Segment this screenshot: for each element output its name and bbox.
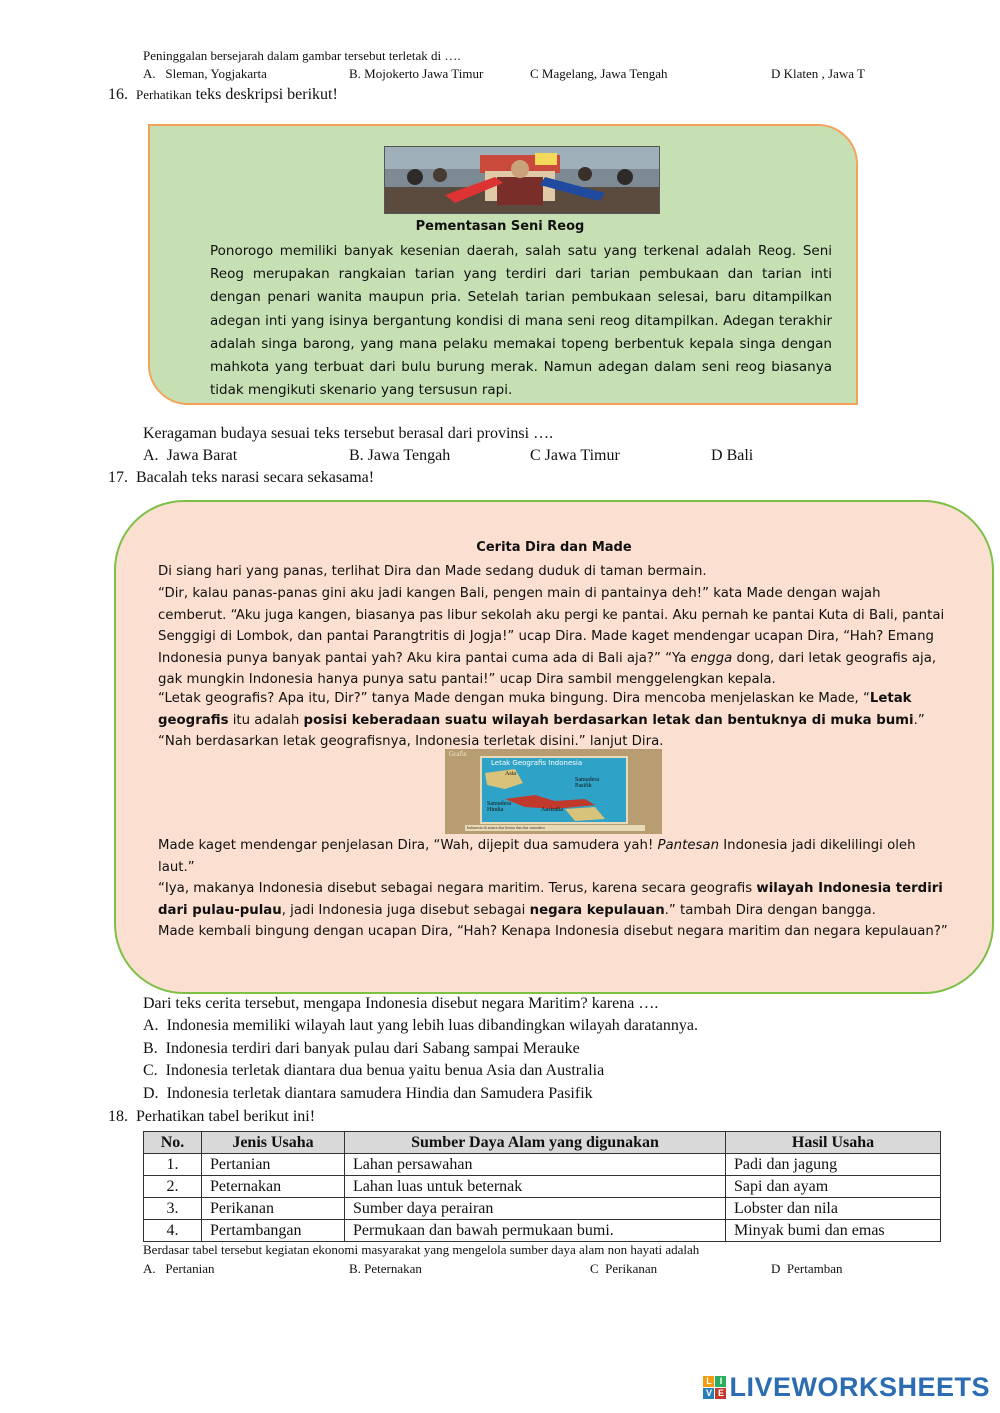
reog-box-title: Pementasan Seni Reog <box>415 219 585 234</box>
table-row <box>144 1220 941 1242</box>
q16-number: 16. <box>108 86 128 103</box>
q15-option-c[interactable]: C Magelang, Jawa Tengah <box>530 66 668 81</box>
story-paragraph-1: Di siang hari yang panas, terlihat Dira dan Made sedang duduk di taman bermain. <box>158 564 707 579</box>
q17-option-b[interactable]: B. Indonesia terdiri dari banyak pulau dari Sabang sampai Merauke <box>143 1040 580 1057</box>
indonesia-geography-map <box>445 749 662 834</box>
table-cell: 2. <box>144 1176 202 1198</box>
q16-intro: teks deskripsi berikut! <box>195 86 338 103</box>
table-header-row <box>144 1132 941 1154</box>
q18-option-c[interactable]: C Perikanan <box>590 1261 658 1276</box>
economic-activity-table <box>143 1131 941 1242</box>
table-row <box>144 1198 941 1220</box>
table-row <box>144 1154 941 1176</box>
table-cell: Minyak bumi dan emas <box>726 1220 941 1242</box>
q17-option-a[interactable]: A. Indonesia memiliki wilayah laut yang lebih luas dibandingkan wilayah daratannya. <box>143 1017 698 1034</box>
map-caption: Indonesia di antara dua benua dan dua samudera <box>467 825 545 830</box>
q18-heading <box>108 1108 315 1126</box>
map-label-asia: Asia <box>505 771 516 777</box>
story-box-title: Cerita Dira dan Made <box>476 540 632 555</box>
q17-option-c[interactable]: C. Indonesia terletak diantara dua benua yaitu benua Asia dan Australia <box>143 1062 605 1079</box>
liveworksheets-wordmark: LIVEWORKSHEETS <box>729 1372 990 1402</box>
map-label-hindia: Samudera Hindia <box>487 801 511 813</box>
column-header: Jenis Usaha <box>202 1132 345 1154</box>
q16-option-a[interactable]: A. Jawa Barat <box>143 447 238 464</box>
q18-option-b[interactable]: B. Peternakan <box>349 1261 422 1276</box>
story-paragraph-2: “Dir, kalau panas-panas gini aku jadi kangen Bali, pengen main di pantainya deh!” kata Made dengan wajah cemberut. “Aku juga kangen, biasanya pas libur sekolah aku pergi ke pantai. Aku pernah ke pantai Kuta di Bali, pantai Senggigi di Lombok, dan pantai Parangtritis di Jogja!” ucap Dira. Made kaget mendengar ucapan Dira, “Hah? Emang Indonesia punya banyak pantai yah? Aku kira pantai cuma ada di Bali aja?” “Ya engga dong, dari letak geografis aja, gak mungkin Indonesia hanya punya satu pantai!” ucap Dira sambil menggelengkan kepala. <box>158 586 945 688</box>
liveworksheets-badge-icon: L I V E <box>703 1376 726 1399</box>
q17-intro: Bacalah teks narasi secara sekasama! <box>136 469 375 486</box>
column-header: Hasil Usaha <box>726 1132 941 1154</box>
map-label-pasifik: Samudera Pasifik <box>575 777 599 789</box>
q18-number: 18. <box>108 1108 128 1125</box>
table-cell: Pertanian <box>202 1154 345 1176</box>
column-header: Sumber Daya Alam yang digunakan <box>345 1132 726 1154</box>
table-cell: 1. <box>144 1154 202 1176</box>
q15-prompt: Peninggalan bersejarah dalam gambar tersebut terletak di …. <box>143 48 461 63</box>
table-cell: Pertambangan <box>202 1220 345 1242</box>
column-header: No. <box>144 1132 202 1154</box>
q16-option-b[interactable]: B. Jawa Tengah <box>349 447 451 464</box>
table-cell: 4. <box>144 1220 202 1242</box>
q17-option-d[interactable]: D. Indonesia terletak diantara samudera Hindia dan Samudera Pasifik <box>143 1085 593 1102</box>
q18-option-d[interactable]: D Pertamban <box>771 1261 843 1276</box>
table-row <box>144 1176 941 1198</box>
q16-option-c[interactable]: C Jawa Timur <box>530 447 620 464</box>
table-cell: Sumber daya perairan <box>345 1198 726 1220</box>
story-paragraph-3: “Letak geografis? Apa itu, Dir?” tanya Made dengan muka bingung. Dira mencoba menjelaskan ke Made, “Letak geografis itu adalah posisi keberadaan suatu wilayah berdasarkan letak dan bentuknya di muka bumi.” “Nah berdasarkan letak geografisnya, Indonesia terletak disini.” lanjut Dira. <box>158 691 925 750</box>
table-cell: Lahan luas untuk beternak <box>345 1176 726 1198</box>
q18-option-a[interactable]: A. Pertanian <box>143 1261 215 1276</box>
table-cell: Peternakan <box>202 1176 345 1198</box>
q15-option-b[interactable]: B. Mojokerto Jawa Timur <box>349 66 484 81</box>
q15-option-d[interactable]: D Klaten , Jawa T <box>771 66 865 81</box>
q15-option-a[interactable]: A. Sleman, Yogjakarta <box>143 66 267 81</box>
q18-question: Berdasar tabel tersebut kegiatan ekonomi masyarakat yang mengelola sumber daya alam non hayati adalah <box>143 1242 700 1257</box>
q17-heading <box>108 469 374 487</box>
table-cell: Sapi dan ayam <box>726 1176 941 1198</box>
story-paragraph-6: Made kembali bingung dengan ucapan Dira, “Hah? Kenapa Indonesia disebut negara maritim dan negara kepulauan?” <box>158 924 948 939</box>
q17-question: Dari teks cerita tersebut, mengapa Indonesia disebut negara Maritim? karena …. <box>143 995 659 1012</box>
table-cell: Lahan persawahan <box>345 1154 726 1176</box>
q16-option-d[interactable]: D Bali <box>711 447 754 464</box>
table-cell: Lobster dan nila <box>726 1198 941 1220</box>
liveworksheets-logo <box>703 1372 990 1403</box>
map-corner-label: Grafis <box>449 750 467 758</box>
q16-heading <box>108 86 338 104</box>
map-title: Letak Geografis Indonesia <box>491 759 583 767</box>
q18-intro: Perhatikan tabel berikut ini! <box>136 1108 316 1125</box>
table-cell: Perikanan <box>202 1198 345 1220</box>
reog-performance-photo <box>384 146 660 214</box>
story-paragraph-4: Made kaget mendengar penjelasan Dira, “Wah, dijepit dua samudera yah! Pantesan Indonesia jadi dikelilingi oleh laut.” <box>158 838 916 875</box>
map-label-australia: Australia <box>541 807 563 813</box>
q16-intro-small: Perhatikan <box>136 87 192 102</box>
q17-number: 17. <box>108 469 128 486</box>
table-cell: 3. <box>144 1198 202 1220</box>
q16-question: Keragaman budaya sesuai teks tersebut berasal dari provinsi …. <box>143 425 554 442</box>
reog-box-text: Ponorogo memiliki banyak kesenian daerah, salah satu yang terkenal adalah Reog. Seni Reog merupakan rangkaian tarian yang terdiri dari tarian pembukaan dan tarian inti dengan penari wanita maupun pria. Setelah tarian pembukaan selesai, baru ditampilkan adegan inti yang isinya bergantung kondisi di mana seni reog ditampilkan. Adegan terakhir adalah singa barong, yang mana pelaku memakai topeng berbentuk kepala singa dengan mahkota yang terbuat dari bulu burung merak. Namun adegan dalam seni reog biasanya tidak mengikuti skenario yang tersusun rapi. <box>210 243 832 399</box>
table-cell: Permukaan dan bawah permukaan bumi. <box>345 1220 726 1242</box>
story-paragraph-5: “Iya, makanya Indonesia disebut sebagai negara maritim. Terus, karena secara geografis wilayah Indonesia terdiri dari pulau-pulau, jadi Indonesia juga disebut sebagai negara kepulauan.” tambah Dira dengan bangga. <box>158 881 943 918</box>
table-cell: Padi dan jagung <box>726 1154 941 1176</box>
